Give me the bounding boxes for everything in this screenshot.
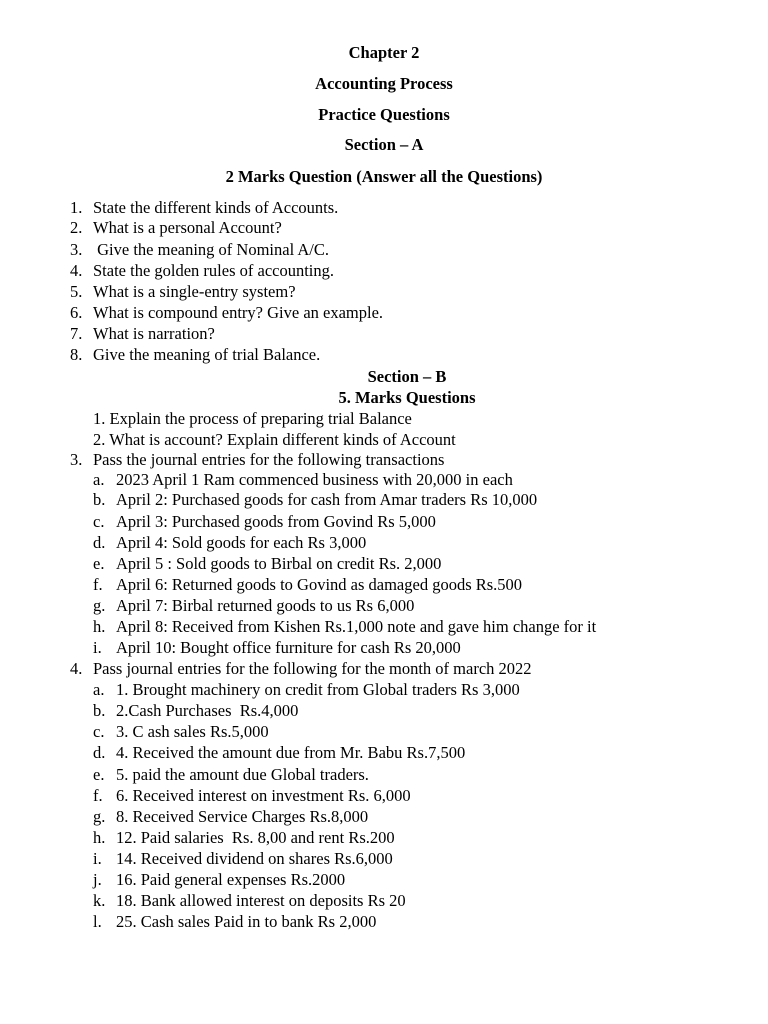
list-number: 8.: [70, 345, 83, 364]
section-b-subheading: 5. Marks Questions: [338, 388, 476, 407]
list-letter: c.: [93, 512, 105, 531]
list-number: 5.: [70, 282, 83, 301]
item-text: 25. Cash sales Paid in to bank Rs 2,000: [116, 912, 377, 931]
question-text: State the different kinds of Accounts.: [93, 198, 339, 217]
item-text: 12. Paid salaries Rs. 8,00 and rent Rs.200: [116, 828, 395, 847]
item-text: 5. paid the amount due Global traders.: [116, 765, 369, 784]
question-text: What is compound entry? Give an example.: [93, 303, 384, 322]
item-text: 6. Received interest on investment Rs. 6,000: [116, 786, 411, 805]
list-letter: i.: [93, 638, 102, 657]
list-number: 3.: [70, 450, 83, 469]
list-number: 4.: [70, 261, 83, 280]
list-letter: d.: [93, 743, 106, 762]
item-text: April 7: Birbal returned goods to us Rs 6,000: [116, 596, 415, 615]
item-text: 18. Bank allowed interest on deposits Rs 20: [116, 891, 406, 910]
question-text: State the golden rules of accounting.: [93, 261, 335, 280]
list-letter: e.: [93, 554, 105, 573]
question-text: Pass journal entries for the following for the month of march 2022: [93, 659, 532, 678]
item-text: April 5 : Sold goods to Birbal on credit Rs. 2,000: [116, 554, 442, 573]
page-subtitle: Practice Questions: [318, 105, 450, 124]
question-text: Give the meaning of Nominal A/C.: [93, 240, 330, 259]
item-text: 16. Paid general expenses Rs.2000: [116, 870, 346, 889]
section-b-heading: Section – B: [367, 367, 447, 386]
list-letter: g.: [93, 807, 106, 826]
item-text: April 3: Purchased goods from Govind Rs 5,000: [116, 512, 436, 531]
list-number: 7.: [70, 324, 83, 343]
list-number: 4.: [70, 659, 83, 678]
list-letter: h.: [93, 828, 106, 847]
item-text: April 4: Sold goods for each Rs 3,000: [116, 533, 367, 552]
list-letter: f.: [93, 575, 103, 594]
item-text: 1. Brought machinery on credit from Global traders Rs 3,000: [116, 680, 520, 699]
section-b-question-1: 1. Explain the process of preparing trial Balance: [93, 409, 412, 428]
list-letter: h.: [93, 617, 106, 636]
item-text: 2.Cash Purchases Rs.4,000: [116, 701, 299, 720]
item-text: 3. C ash sales Rs.5,000: [116, 722, 269, 741]
list-letter: l.: [93, 912, 102, 931]
item-text: April 6: Returned goods to Govind as damaged goods Rs.500: [116, 575, 523, 594]
item-text: April 10: Bought office furniture for cash Rs 20,000: [116, 638, 461, 657]
item-text: 14. Received dividend on shares Rs.6,000: [116, 849, 393, 868]
list-letter: g.: [93, 596, 106, 615]
list-letter: d.: [93, 533, 106, 552]
list-letter: a.: [93, 680, 105, 699]
question-text: What is narration?: [93, 324, 215, 343]
list-number: 2.: [70, 218, 83, 237]
question-text: What is a personal Account?: [93, 218, 282, 237]
list-letter: c.: [93, 722, 105, 741]
list-number: 3.: [70, 240, 83, 259]
section-a-heading: Section – A: [344, 135, 424, 154]
list-letter: f.: [93, 786, 103, 805]
list-letter: b.: [93, 490, 106, 509]
list-number: 1.: [70, 198, 83, 217]
item-text: April 8: Received from Kishen Rs.1,000 note and gave him change for it: [116, 617, 597, 636]
chapter-label: Chapter 2: [348, 43, 420, 62]
list-letter: e.: [93, 765, 105, 784]
list-letter: b.: [93, 701, 106, 720]
list-letter: a.: [93, 470, 105, 489]
list-number: 6.: [70, 303, 83, 322]
section-b-question-2: 2. What is account? Explain different kinds of Account: [93, 430, 456, 449]
list-letter: j.: [93, 870, 102, 889]
question-text: Pass the journal entries for the following transactions: [93, 450, 445, 469]
item-text: 4. Received the amount due from Mr. Babu Rs.7,500: [116, 743, 466, 762]
question-text: What is a single-entry system?: [93, 282, 296, 301]
item-text: 2023 April 1 Ram commenced business with 20,000 in each: [116, 470, 513, 489]
list-letter: k.: [93, 891, 106, 910]
list-letter: i.: [93, 849, 102, 868]
item-text: April 2: Purchased goods for cash from Amar traders Rs 10,000: [116, 490, 538, 509]
item-text: 8. Received Service Charges Rs.8,000: [116, 807, 369, 826]
page-title: Accounting Process: [315, 74, 453, 93]
question-text: Give the meaning of trial Balance.: [93, 345, 321, 364]
section-a-note: 2 Marks Question (Answer all the Questions): [225, 167, 543, 186]
